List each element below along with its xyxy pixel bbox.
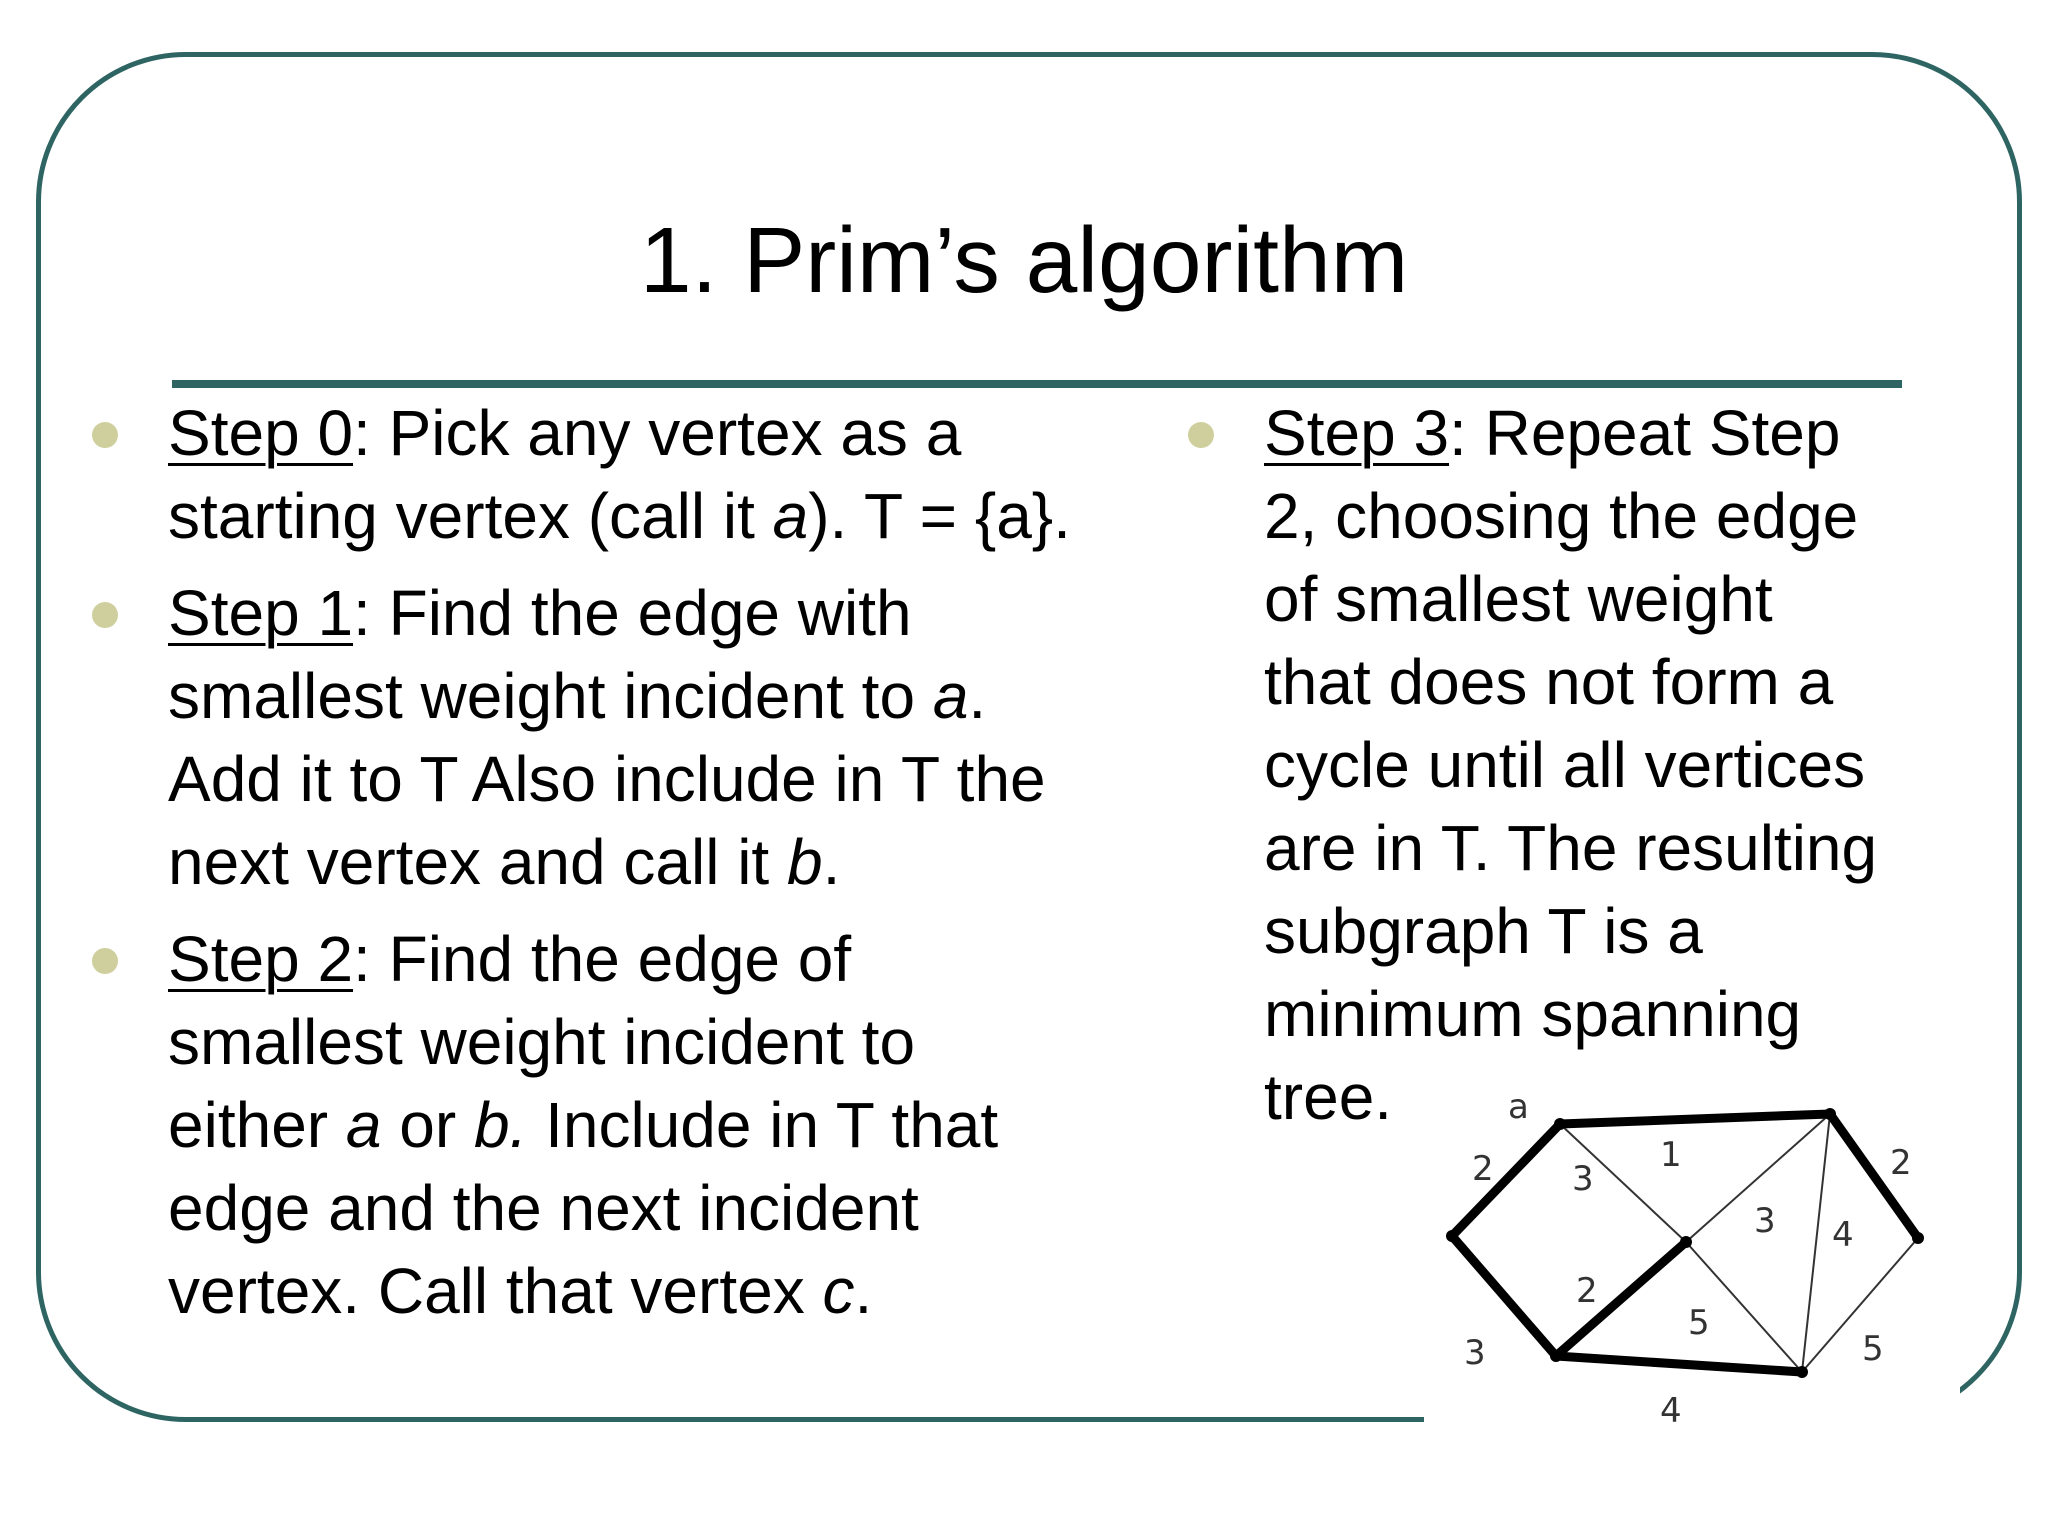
text-segment: tree. (1264, 1061, 1393, 1133)
bullet-line (1264, 558, 1944, 641)
text-segment: ). T = {a}. (808, 480, 1071, 552)
bullet-line (1264, 392, 1944, 475)
italic-text: a (345, 1089, 382, 1161)
graph-vertex (1550, 1350, 1562, 1362)
text-segment: Include in T that (527, 1089, 999, 1161)
graph-vertex (1446, 1230, 1458, 1242)
bullet-line (168, 1250, 1148, 1333)
graph-edge (1802, 1114, 1830, 1372)
bullet-item (168, 572, 1148, 904)
text-segment: starting vertex (call it (168, 480, 773, 552)
graph-vertex (1680, 1236, 1692, 1248)
text-segment: of smallest weight (1264, 563, 1773, 635)
bullet-line (1264, 807, 1944, 890)
bullet-line (1264, 724, 1944, 807)
italic-text: a (932, 660, 969, 732)
text-segment: subgraph T is a (1264, 895, 1703, 967)
step-label: Step 1 (168, 577, 354, 649)
graph-tree-edge (1452, 1124, 1560, 1236)
left-bullet-list (168, 392, 1148, 1347)
graph-edge (1802, 1238, 1918, 1372)
bullet-line (168, 572, 1148, 655)
graph-weight-label: 1 (1660, 1135, 1682, 1175)
italic-text: a (772, 480, 809, 552)
bullet-line (168, 821, 1148, 904)
step-label: Step 2 (168, 923, 354, 995)
right-bullet-list (1264, 392, 1944, 1153)
graph-weight-label: 5 (1688, 1303, 1710, 1343)
text-segment: . (822, 826, 841, 898)
bullet-line (168, 475, 1148, 558)
graph-vertex (1824, 1108, 1836, 1120)
text-segment: that does not form a (1264, 646, 1834, 718)
bullet-dot-icon (1188, 422, 1214, 448)
graph-weight-label: 4 (1832, 1215, 1854, 1255)
bullet-line (168, 1167, 1148, 1250)
slide-title: 1. Prim’s algorithm (639, 208, 1409, 312)
graph-weight-label: 3 (1572, 1159, 1594, 1199)
text-segment: 2, choosing the edge (1264, 480, 1859, 552)
italic-text: b. (473, 1089, 528, 1161)
graph-weight-label: 5 (1862, 1329, 1884, 1369)
graph-vertex (1912, 1232, 1924, 1244)
graph-tree-edge (1560, 1114, 1830, 1124)
bullet-line (1264, 890, 1944, 973)
bullet-item (1264, 392, 1944, 1139)
step-label: Step 0 (168, 397, 354, 469)
graph-vertex (1554, 1118, 1566, 1130)
bullet-dot-icon (92, 602, 118, 628)
text-segment: : Find the edge of (353, 923, 852, 995)
text-segment: or (381, 1089, 474, 1161)
bullet-dot-icon (92, 422, 118, 448)
bullet-line (168, 918, 1148, 1001)
text-segment: . (854, 1255, 873, 1327)
text-segment: next vertex and call it (168, 826, 787, 898)
text-segment: minimum spanning (1264, 978, 1802, 1050)
bullet-line (168, 738, 1148, 821)
bullet-line (168, 655, 1148, 738)
graph-vertex (1796, 1366, 1808, 1378)
graph-diagram (1424, 1090, 1960, 1430)
italic-text: b (786, 826, 823, 898)
bullet-line (168, 1084, 1148, 1167)
bullet-item (168, 392, 1148, 558)
graph-weight-label: 3 (1754, 1201, 1776, 1241)
title-divider (172, 380, 1902, 388)
graph-vertex-label: a (1508, 1090, 1529, 1127)
bullet-line (1264, 973, 1944, 1056)
text-segment: . (968, 660, 987, 732)
bullet-item (168, 918, 1148, 1333)
bullet-line (168, 392, 1148, 475)
text-segment: Add it to T Also include in T the (168, 743, 1046, 815)
text-segment: cycle until all vertices (1264, 729, 1866, 801)
text-segment: either (168, 1089, 346, 1161)
bullet-dot-icon (92, 948, 118, 974)
graph-weight-label: 2 (1890, 1143, 1912, 1183)
text-segment: edge and the next incident (168, 1172, 919, 1244)
text-segment: are in T. The resulting (1264, 812, 1878, 884)
text-segment: : Repeat Step (1449, 397, 1841, 469)
text-segment: : Find the edge with (353, 577, 912, 649)
graph-weight-label: 2 (1472, 1149, 1494, 1189)
text-segment: : Pick any vertex as a (353, 397, 962, 469)
text-segment: smallest weight incident to (168, 1006, 916, 1078)
graph-weight-label: 3 (1464, 1333, 1486, 1373)
graph-weight-label: 2 (1576, 1271, 1598, 1311)
bullet-line (1264, 475, 1944, 558)
text-segment: vertex. Call that vertex (168, 1255, 823, 1327)
graph-tree-edge (1556, 1356, 1802, 1372)
text-segment: smallest weight incident to (168, 660, 933, 732)
italic-text: c (822, 1255, 855, 1327)
bullet-line (1264, 641, 1944, 724)
graph-weight-label: 4 (1660, 1391, 1682, 1430)
bullet-line (168, 1001, 1148, 1084)
step-label: Step 3 (1264, 397, 1450, 469)
